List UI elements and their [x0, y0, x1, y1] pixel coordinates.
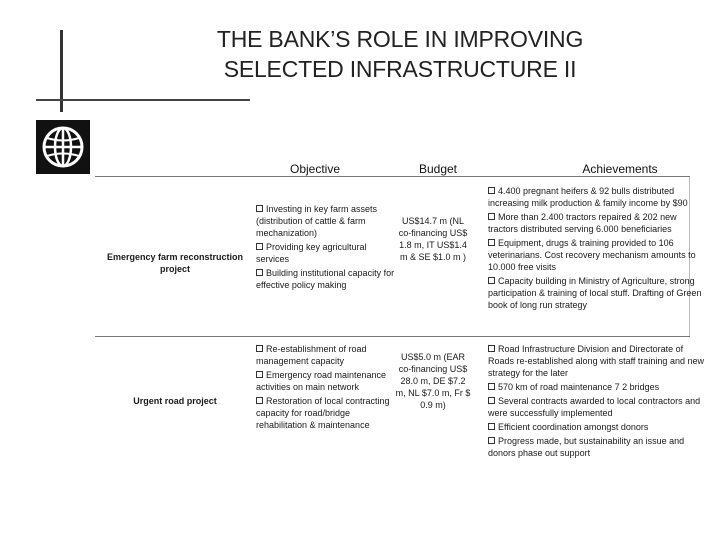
objective-list [256, 343, 396, 433]
achievement-item: Capacity building in Ministry of Agriculture, strong participation & training of local stuff. Drafting of Green book of long run strategy [488, 276, 702, 310]
objective-item: Building institutional capacity for effective policy making [256, 268, 395, 290]
header-achievements: Achievements [582, 162, 658, 176]
square-bullet-icon [488, 383, 495, 390]
achievement-item: Several contracts awarded to local contractors and were successfully implemented [488, 396, 701, 418]
slide-title-line-2: SELECTED INFRASTRUCTURE II [223, 56, 577, 82]
table-row [95, 336, 704, 467]
achievement-item: 4.400 pregnant heifers & 92 bulls distributed increasing milk production & family income by $90 [488, 186, 688, 208]
square-bullet-icon [488, 423, 495, 430]
objective-item: Investing in key farm assets (distribution of cattle & farm mechanization) [256, 204, 378, 238]
project-name: Emergency farm reconstruction project [106, 252, 244, 274]
objective-item: Re-establishment of road management capacity [256, 344, 367, 366]
header-budget: Budget [418, 162, 458, 176]
square-bullet-icon [256, 205, 263, 212]
square-bullet-icon [488, 277, 495, 284]
header-objective: Objective [289, 162, 341, 176]
slide-title [150, 24, 650, 84]
square-bullet-icon [256, 269, 263, 276]
decorative-horizontal-rule [36, 99, 250, 101]
projects-table [95, 176, 704, 466]
square-bullet-icon [488, 239, 495, 246]
achievement-item: Road Infrastructure Division and Directorate of Roads re-established along with staff training and new strategy for the later [488, 344, 704, 378]
achievement-item: Equipment, drugs & training provided to 106 veterinarians. Cost recovery mechanism amounts to 10.000 free visits [488, 238, 696, 272]
budget-cell: US$14.7 m (NL co-financing US$ 1.8 m, IT US$1.4 m & SE $1.0 m ) [398, 216, 468, 262]
achievement-item: Efficient coordination amongst donors [488, 421, 704, 433]
slide-title-line-1: THE BANK’S ROLE IN IMPROVING [216, 26, 584, 52]
square-bullet-icon [256, 371, 263, 378]
achievement-item: 570 km of road maintenance 7 2 bridges [488, 381, 704, 393]
world-bank-logo [36, 120, 90, 174]
achievement-item: Progress made, but sustainability an issue and donors phase out support [488, 436, 685, 458]
objective-item: Emergency road maintenance activities on main network [256, 370, 387, 392]
achievements-list [488, 185, 704, 313]
objective-item: Providing key agricultural services [256, 242, 367, 264]
square-bullet-icon [256, 397, 263, 404]
achievements-list [488, 343, 704, 461]
square-bullet-icon [256, 243, 263, 250]
table-row [95, 176, 702, 337]
budget-cell: US$5.0 m (EAR co-financing US$ 28.0 m, DE $7.2 m, NL $7.0 m, Fr $ 0.9 m) [395, 352, 471, 410]
achievement-item: More than 2.400 tractors repaired & 202 new tractors distributed serving 6.000 beneficiaries [488, 212, 677, 234]
project-name: Urgent road project [133, 396, 217, 406]
objective-list [256, 203, 396, 293]
square-bullet-icon [488, 345, 495, 352]
square-bullet-icon [256, 345, 263, 352]
square-bullet-icon [488, 397, 495, 404]
globe-icon [36, 120, 90, 174]
square-bullet-icon [488, 187, 495, 194]
square-bullet-icon [488, 213, 495, 220]
objective-item: Restoration of local contracting capacity for road/bridge rehabilitation & maintenance [256, 396, 390, 430]
square-bullet-icon [488, 437, 495, 444]
